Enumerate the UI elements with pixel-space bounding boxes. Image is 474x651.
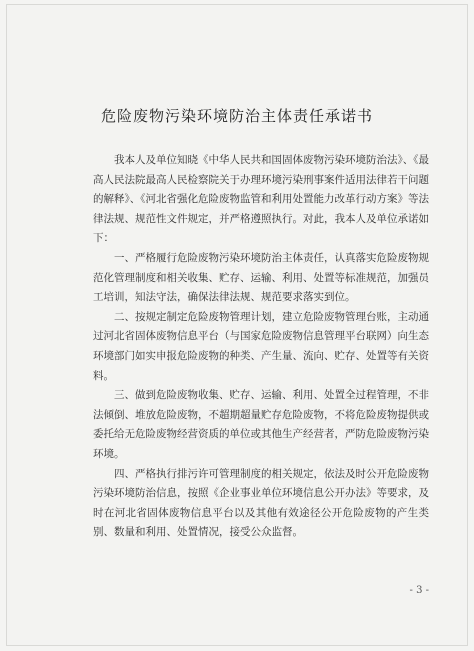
paragraph-commitment-3: 三、做到危险废物收集、贮存、运输、利用、处置全过程管理，不非法倾倒、堆放危险废物，不超期超量贮存危险废物，不将危险废物提供或委托给无危险废物经营资质的单位或其他生产经营者，严防危险废物污染环境。 [93, 389, 429, 460]
document-title: 危险废物污染环境防治主体责任承诺书 [100, 107, 373, 125]
paragraph-intro: 我本人及单位知晓《中华人民共和国固体废物污染环境防治法》、《最高人民法院最高人民检察院关于办理环境污染刑事案件适用法律若干问题的解释》、《河北省强化危险废物监管和利用处置能力改革行动方案》等法律法规、规范性文件规定，并严格遵照执行。对此，我本人及单位承诺如下： [93, 154, 429, 245]
document-page [6, 4, 468, 646]
paragraph-commitment-4: 四、严格执行排污许可管理制度的相关规定，依法及时公开危险废物污染环境防治信息，按照《企业事业单位环境信息公开办法》等要求，及时在河北省固体废物信息平台以及其他有效途径公开危险废物的产生类别、数量和利用、处置情况，接受公众监督。 [93, 467, 429, 539]
document-body [93, 151, 429, 543]
page-number: - 3 - [409, 585, 429, 596]
paragraph-commitment-1: 一、严格履行危险废物污染环境防治主体责任，认真落实危险废物规范化管理制度和相关收集、贮存、运输、利用、处置等标准规范，加强员工培训，知法守法，确保法律法规、规范要求落实到位。 [93, 251, 429, 304]
paragraph-commitment-2: 二、按规定制定危险废物管理计划，建立危险废物管理台账，主动通过河北省固体废物信息平台（与国家危险废物信息管理平台联网）向生态环境部门如实申报危险废物的种类、产生量、流向、贮存、处置等有关资料。 [93, 310, 429, 382]
